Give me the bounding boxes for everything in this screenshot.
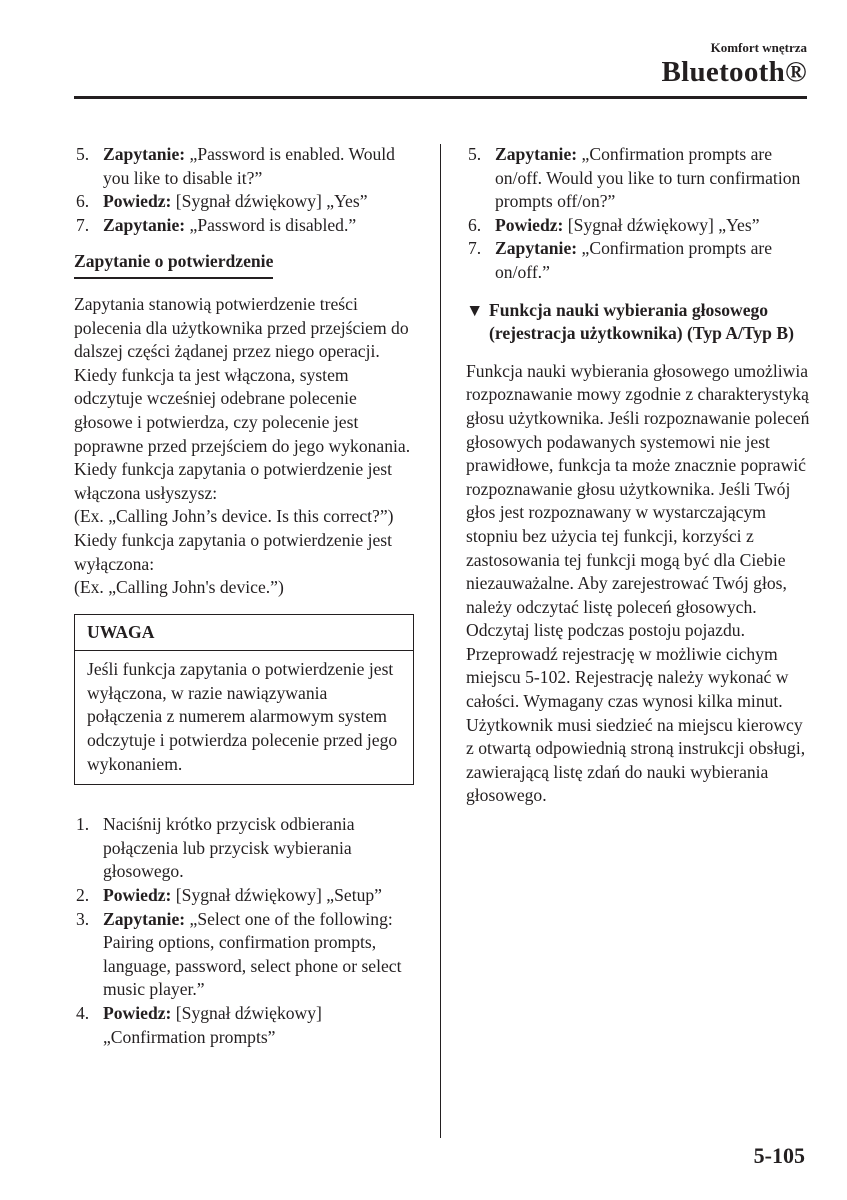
list-item: 5. Zapytanie: „Confirmation prompts are on/off. Would you like to turn confirmation prompts off/on?” xyxy=(468,144,801,212)
confirmation-paragraph: Zapytania stanowią potwierdzenie treści polecenia dla użytkownika przed przejściem do dalszej części żądanej przez niego operacji. Kiedy funkcja ta jest włączona, system odczytuje wcześniej odebrane polecenie głosowe i potwierdza, czy polecenie jest poprawne przed przejściem do jego wykonania. Kiedy funkcja zapytania o potwierdzenie jest włączona usłyszysz: (Ex. „Calling John’s device. Is this correct?”) Kiedy funkcja zapytania o potwierdzenie jest wyłączona: (Ex. „Calling John's device.”) xyxy=(74,293,411,598)
list-item: 6. Powiedz: [Sygnał dźwiękowy] „Yes” xyxy=(468,214,760,235)
notice-body: Jeśli funkcja zapytania o potwierdzenie jest wyłączona, w razie nawiązywania połączenia z numerem alarmowym system odczytuje i potwierdza polecenie przed jego wykonaniem. xyxy=(87,659,398,774)
steps-list-top xyxy=(74,143,419,237)
steps-list-right xyxy=(466,143,811,285)
left-column xyxy=(74,143,419,1049)
steps-list-bottom xyxy=(74,813,419,1049)
header-rule xyxy=(74,96,807,99)
list-item: 4. Powiedz: [Sygnał dźwiękowy] „Confirmation prompts” xyxy=(76,1003,322,1047)
list-item: 3. Zapytanie: „Select one of the following: Pairing options, confirmation prompts, language, password, select phone or select music player.” xyxy=(76,908,402,1000)
list-item: 7. Zapytanie: „Confirmation prompts are on/off.” xyxy=(468,238,773,282)
page-number: 5-105 xyxy=(753,1143,805,1168)
voice-training-heading: ▼ Funkcja nauki wybierania głosowego (rejestracja użytkownika) (Typ A/Typ B) xyxy=(466,299,794,344)
list-item: 6. Powiedz: [Sygnał dźwiękowy] „Yes” xyxy=(76,191,368,212)
section-label: Komfort wnętrza xyxy=(710,40,807,55)
list-item: 7. Zapytanie: „Password is disabled.” xyxy=(76,214,357,235)
list-item: 5. Zapytanie: „Password is enabled. Would you like to disable it?” xyxy=(76,144,395,188)
right-column xyxy=(466,143,811,808)
notice-box xyxy=(74,614,414,786)
voice-training-paragraph: Funkcja nauki wybierania głosowego umożliwia rozpoznawanie mowy zgodnie z charakterystyką głosu użytkownika. Jeśli rozpoznawanie poleceń głosowych podawanych systemowi nie jest prawidłowe, funkcja ta może znacznie poprawić rozpoznawanie głosu użytkownika. Jeśli Twój głos jest rozpoznawany w wystarczającym stopniu bez użycia tej funkcji, korzyści z zastosowania tej funkcji mogą być dla Ciebie niezauważalne. Aby zarejestrować Twój głos, należy odczytać listę poleceń głosowych. Odczytaj listę podczas postoju pojazdu. Przeprowadź rejestrację w możliwie cichym miejscu 5-102. Rejestrację należy wykonać w całości. Wymagany czas wynosi kilka minut. Użytkownik musi siedzieć na miejscu kierowcy z otwartą odpowiednią stroną instrukcji obsługi, zawierającą listę zdań do nauki wybierania głosowego. xyxy=(466,360,810,806)
triangle-down-icon: ▼ xyxy=(466,299,484,320)
subheading-confirmation-prompts: Zapytanie o potwierdzenie xyxy=(74,250,273,279)
page-title: Bluetooth® xyxy=(661,56,807,88)
notice-title: UWAGA xyxy=(75,615,413,652)
list-item: 1. Naciśnij krótko przycisk odbierania połączenia lub przycisk wybierania głosowego. xyxy=(76,814,355,882)
column-divider xyxy=(440,144,441,1138)
list-item: 2. Powiedz: [Sygnał dźwiękowy] „Setup” xyxy=(76,885,382,906)
